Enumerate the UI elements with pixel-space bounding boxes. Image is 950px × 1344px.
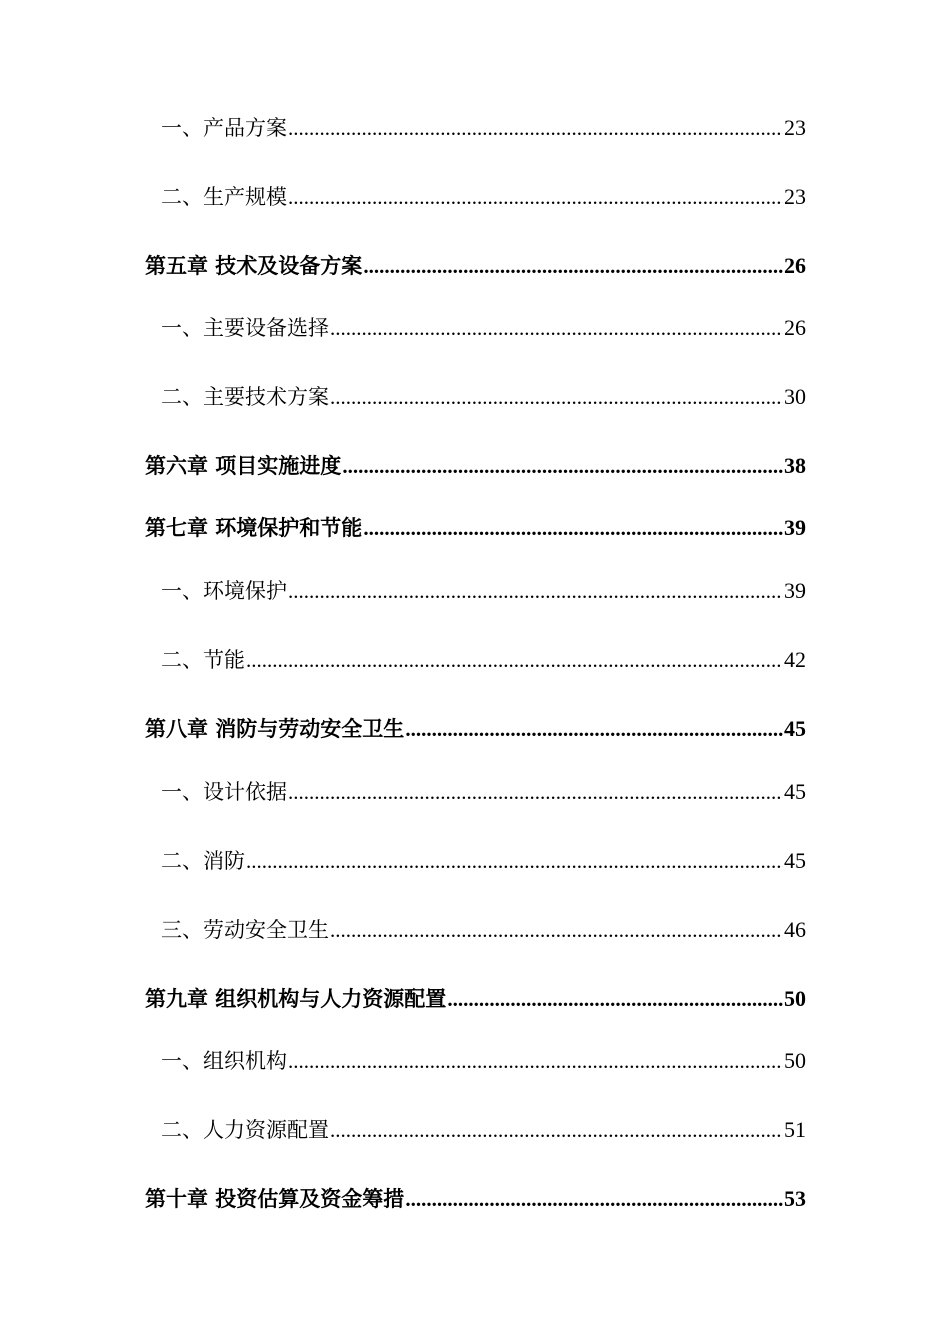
toc-dot-leader xyxy=(288,180,783,214)
toc-chapter-5[interactable] xyxy=(145,249,806,283)
toc-dot-leader xyxy=(363,249,783,283)
toc-entry-title: 二、主要技术方案 xyxy=(161,385,329,409)
toc-dot-leader xyxy=(330,380,783,414)
toc-chapter-9[interactable] xyxy=(145,982,806,1016)
toc-page-number: 26 xyxy=(784,315,806,340)
toc-dot-leader xyxy=(246,643,783,677)
toc-chapter-10[interactable] xyxy=(145,1182,806,1216)
toc-entry-energy-saving[interactable] xyxy=(161,643,806,677)
toc-entry-title: 一、主要设备选择 xyxy=(161,316,329,340)
toc-page-number: 45 xyxy=(784,848,806,873)
toc-page-number: 51 xyxy=(784,1117,806,1142)
toc-entry-title: 三、劳动安全卫生 xyxy=(161,918,329,942)
toc-page-number: 46 xyxy=(784,917,806,942)
toc-chapter-8[interactable] xyxy=(145,712,806,746)
toc-entry-labor-safety[interactable] xyxy=(161,913,806,947)
toc-dot-leader xyxy=(288,111,783,145)
toc-dot-leader xyxy=(363,511,783,545)
toc-dot-leader xyxy=(405,712,783,746)
toc-entry-environmental-protection[interactable] xyxy=(161,574,806,608)
toc-entry-product-plan[interactable] xyxy=(161,111,806,145)
toc-entry-design-basis[interactable] xyxy=(161,775,806,809)
toc-dot-leader xyxy=(330,311,783,345)
toc-page-number: 38 xyxy=(784,453,806,478)
toc-entry-technical-plan[interactable] xyxy=(161,380,806,414)
toc-page-number: 45 xyxy=(784,779,806,804)
toc-chapter-title: 第十章 投资估算及资金筹措 xyxy=(145,1186,405,1211)
toc-entry-title: 一、环境保护 xyxy=(161,579,287,603)
toc-page-number: 50 xyxy=(784,1048,806,1073)
toc-entry-production-scale[interactable] xyxy=(161,180,806,214)
toc-chapter-title: 第五章 技术及设备方案 xyxy=(145,253,363,278)
toc-dot-leader xyxy=(447,982,783,1016)
toc-dot-leader xyxy=(405,1182,783,1216)
toc-entry-title: 一、组织机构 xyxy=(161,1049,287,1073)
toc-page-number: 39 xyxy=(784,578,806,603)
toc-dot-leader xyxy=(330,913,783,947)
toc-chapter-title: 第九章 组织机构与人力资源配置 xyxy=(145,986,447,1011)
toc-entry-human-resources[interactable] xyxy=(161,1113,806,1147)
toc-chapter-6[interactable] xyxy=(145,449,806,483)
toc-page-number: 30 xyxy=(784,384,806,409)
toc-dot-leader xyxy=(330,1113,783,1147)
toc-entry-equipment-selection[interactable] xyxy=(161,311,806,345)
toc-page-number: 23 xyxy=(784,115,806,140)
toc-entry-fire-protection[interactable] xyxy=(161,844,806,878)
toc-entry-title: 一、产品方案 xyxy=(161,116,287,140)
toc-page-number: 26 xyxy=(784,253,806,278)
toc-page-number: 42 xyxy=(784,647,806,672)
toc-page-number: 39 xyxy=(784,515,806,540)
toc-dot-leader xyxy=(246,844,783,878)
toc-entry-title: 二、人力资源配置 xyxy=(161,1118,329,1142)
toc-entry-title: 一、设计依据 xyxy=(161,780,287,804)
toc-chapter-title: 第七章 环境保护和节能 xyxy=(145,515,363,540)
toc-dot-leader xyxy=(342,449,783,483)
toc-page-number: 50 xyxy=(784,986,806,1011)
toc-page-number: 23 xyxy=(784,184,806,209)
toc-entry-title: 二、节能 xyxy=(161,648,245,672)
toc-dot-leader xyxy=(288,574,783,608)
toc-page-number: 53 xyxy=(784,1186,806,1211)
toc-dot-leader xyxy=(288,775,783,809)
toc-chapter-7[interactable] xyxy=(145,511,806,545)
toc-entry-title: 二、生产规模 xyxy=(161,185,287,209)
toc-chapter-title: 第六章 项目实施进度 xyxy=(145,453,342,478)
toc-dot-leader xyxy=(288,1044,783,1078)
toc-entry-title: 二、消防 xyxy=(161,849,245,873)
toc-page-number: 45 xyxy=(784,716,806,741)
toc-entry-organization[interactable] xyxy=(161,1044,806,1078)
toc-chapter-title: 第八章 消防与劳动安全卫生 xyxy=(145,716,405,741)
